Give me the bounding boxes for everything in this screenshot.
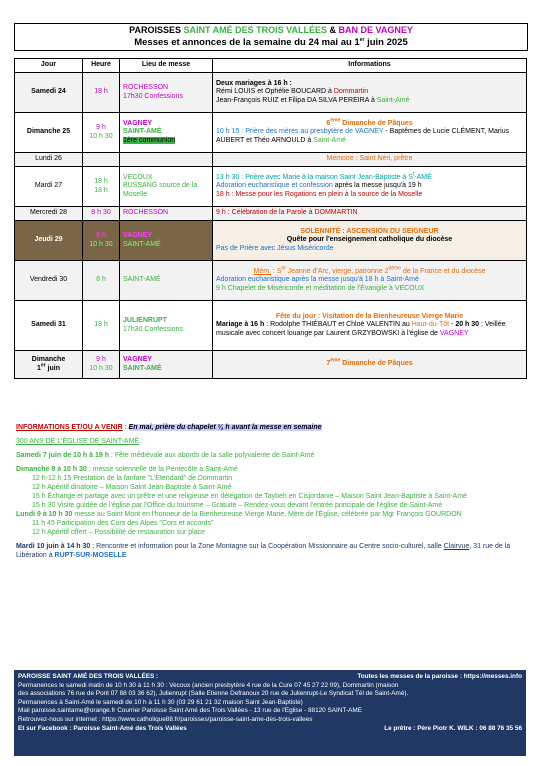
place-name: BUSSANG source de la Moselle: [123, 182, 198, 198]
place-cell: [120, 113, 213, 153]
footer-line: Permanences à Saint-Amé le samedi de 10 h à 11 h 30 (03 29 61 21 32 maison Saint Jean-Baptiste): [18, 698, 303, 706]
hour-cell: 18 h: [83, 73, 120, 113]
sup: t: [412, 171, 415, 178]
info-place: Haut-du-Tôt: [411, 321, 450, 329]
hour-value: 10 h 30: [89, 240, 113, 248]
title-parish-saint-ame: SAINT AMÉ DES TROIS VALLÉES: [183, 25, 327, 35]
info-line: [216, 265, 523, 277]
announcement-line: 11 h 45 Participation des Cors des Alpes "Cors et accords": [32, 520, 214, 527]
anniversary-heading: 300 ANS DE L'ÉGLISE DE SAINT-AMÉ: [16, 438, 140, 445]
header-lieu: Lieu de messe: [120, 59, 213, 73]
info-line: Adoration eucharistique et confession: [216, 182, 333, 190]
hour-cell: 8 h: [83, 261, 120, 301]
sunday-number: 7: [326, 360, 331, 368]
footer-parish-name: PAROISSE SAINT AMÉ DES TROIS VALLÉES :: [18, 673, 159, 680]
info-cell: [213, 261, 527, 301]
info-text: : S: [270, 267, 282, 275]
hour-cell: [83, 351, 120, 379]
title-line-1: [15, 24, 527, 36]
memorial-abbrev: Mém.: [253, 267, 271, 275]
title-parish-vagney: BAN DE VAGNEY: [338, 25, 413, 35]
info-cell: [213, 301, 527, 351]
place-name: JULIENRUPT: [123, 316, 167, 324]
table-row: [15, 221, 527, 261]
place-note: 17h30 Confessions: [123, 325, 183, 333]
info-heading: INFORMATIONS ET/OU A VENIR: [16, 424, 123, 431]
sup: ème: [330, 357, 341, 364]
header-heure: Heure: [83, 59, 120, 73]
table-row: [15, 207, 527, 221]
info-line: Fête du jour : Visitation de la Bienheureuse Vierge Marie: [275, 312, 464, 320]
place-cell: ROCHESSON: [120, 207, 213, 221]
info-line: 10 h 15 : Prière des mères au presbytère de VAGNEY: [216, 128, 384, 136]
day-cell: Samedi 24: [15, 73, 83, 113]
info-line: Mariage à 16 h: [216, 321, 265, 329]
day-cell: Mercredi 28: [15, 207, 83, 221]
title-ampersand: &: [327, 25, 339, 35]
place-name: VAGNEY: [123, 355, 153, 363]
info-cell: [213, 73, 527, 113]
announcement-date: Mardi 10 juin à 14 h 30: [16, 543, 91, 550]
hour-value: 18 h: [94, 186, 108, 194]
info-line: 9 h Chapelet de Miséricorde et méditation de l'Évangile à VECOUX: [216, 284, 425, 292]
announcement-text: messe au Saint Mont en l'honneur de la Bienheureuse Vierge Marie, Mère de l'Église, célébrée par Mgr François GOURDON: [72, 511, 462, 518]
footer-priest: Le prêtre : Père Piotr K. WILK : 06 88 76 35 56: [384, 724, 522, 732]
announcement-line: 15 h 30 Visite guidée de l'église par l'Office du tourisme – Gratuite – Rendez-vous devant l'entrée principale de l'église de Saint-Amé: [32, 502, 443, 509]
info-line: 18 h : Messe pour les Rogations en plein à la source de la Moselle: [216, 190, 423, 198]
footer-website-link[interactable]: Retrouvez-nous sur internet : https://www.catholique88.fr/paroisses/paroisse-saint-ame-des-trois-vallees: [18, 715, 313, 723]
info-line: : Veillée musicale avec concert louange par Laurent GRZYBOWSKI à l'église de: [216, 321, 506, 337]
parish-contact-footer: [14, 670, 526, 756]
info-heading-line: [16, 423, 524, 432]
announcement-place: RUPT-SUR-MOSELLE: [54, 552, 127, 559]
footer-contact-line[interactable]: Mail paroisse.saintame@orange.fr Courrier Paroisse Saint Amé des Trois Vallées - 13 rue de l'Église - 88120 SAINT-AMÉ: [18, 707, 362, 715]
info-text: de la France et du diocèse: [401, 267, 486, 275]
sup: ème: [330, 117, 341, 124]
announcements: [16, 423, 524, 560]
info-line: SOLENNITÉ : ASCENSION DU SEIGNEUR: [300, 227, 439, 235]
footer-row: [18, 725, 522, 734]
place-name: VAGNEY: [123, 231, 153, 239]
hour-cell: [83, 167, 120, 207]
announcement-line: [16, 451, 524, 460]
day-name: Dimanche: [31, 355, 66, 363]
title-week-end: juin 2025: [364, 37, 408, 48]
sunday-name: Dimanche de Pâques: [340, 119, 413, 127]
info-line: [216, 117, 523, 129]
info-cell: [213, 351, 527, 379]
info-line: Deux mariages à 16 h :: [216, 79, 292, 87]
place-cell: [120, 301, 213, 351]
announcement-line: 15 h Échange et partage avec un prêtre et une religieuse en délégation de Taybeh en Cisjordanie – Maison Saint Jean-Baptiste à Saint-Amé: [32, 493, 467, 500]
table-header-row: [15, 59, 527, 73]
announcement-line: 12 h Apéritif offert – Possibilité de restauration sur place: [32, 529, 206, 536]
info-place: VAGNEY: [439, 329, 469, 337]
announcement-date: Dimanche 8 à 10 h 30: [16, 466, 87, 473]
day-number: 1: [36, 364, 41, 372]
place-name: ROCHESSON: [123, 83, 169, 91]
table-row: [15, 351, 527, 379]
info-cell: 9 h : Célébration de la Parole à DOMMARTIN: [213, 207, 527, 221]
rosary-note: En mai, prière du chapelet ¼ h avant la messe en semaine: [128, 424, 322, 431]
hour-cell: [83, 153, 120, 167]
hour-value: 10 h 30: [89, 132, 113, 140]
info-cell: [213, 167, 527, 207]
info-line: Jean-François RUIZ et Filipa DA SILVA PEREIRA à: [216, 96, 377, 104]
info-line: -AMÉ: [414, 173, 432, 181]
day-cell: Vendredi 30: [15, 261, 83, 301]
hour-cell: [83, 221, 120, 261]
announcement-line: [16, 465, 524, 474]
info-place: Saint-Amé: [313, 136, 346, 144]
colon: :: [122, 424, 129, 431]
announcement-line: 12 h-12 h 15 Prestation de la fanfare "L'Étendard" de Dommartin: [32, 475, 233, 482]
announcement-text: : Fête médiévale aux abords de la salle polyvalente de Saint-Amé: [108, 452, 315, 459]
table-row: [15, 73, 527, 113]
place-cell: [120, 73, 213, 113]
place-name: VAGNEY: [123, 119, 153, 127]
sunday-name: Dimanche de Pâques: [340, 360, 413, 368]
day-cell: Jeudi 29: [15, 221, 83, 261]
announcement-date: Samedi 7 juin de 10 h à 19 h: [16, 452, 109, 459]
title-sup: er: [359, 36, 365, 43]
hour-value: 9 h: [96, 231, 106, 239]
announcement-text: : Rencontre et information pour la Zone Montagne sur la Coopération Missionnaire au Centre socio-culturel, salle: [90, 543, 444, 550]
announcement-line: [16, 542, 524, 560]
footer-facebook[interactable]: Et sur Facebook : Paroisse Saint-Amé des Trois Vallées: [18, 724, 187, 732]
mass-schedule-table: [14, 58, 527, 379]
footer-row: [18, 673, 522, 682]
header-informations: Informations: [213, 59, 527, 73]
day-cell: Dimanche 25: [15, 113, 83, 153]
info-cell: [213, 113, 527, 153]
table-row: [15, 301, 527, 351]
info-cell: [213, 221, 527, 261]
footer-line: des associations 76 rue de Pont 07 88 03 36 62), Julienrupt (Salle Etienne Defranoux 20 rue de Julienrupt-Le Syndicat Tél de Saint-Amé).: [18, 690, 409, 698]
place-cell: [120, 351, 213, 379]
info-line: 13 h 30 : Prière avec Marie à la maison Saint Jean-Baptiste à S: [216, 173, 413, 181]
announcement-line: [16, 510, 524, 519]
place-cell: [120, 153, 213, 167]
place-cell: [120, 167, 213, 207]
info-place: Saint-Amé: [376, 96, 410, 104]
sup: er: [40, 362, 46, 369]
sup: te: [281, 265, 286, 272]
announcement-text: , 31 rue de la Libération à: [16, 543, 511, 559]
info-line: après la messe jusqu'à 19 h: [332, 182, 422, 190]
place-cell: [120, 221, 213, 261]
hour-value: 10 h 30: [89, 364, 113, 372]
header-jour: Jour: [15, 59, 83, 73]
place-cell: SAINT-AMÉ: [120, 261, 213, 301]
sunday-number: 6: [326, 119, 331, 127]
announcement-text: Clairvue: [443, 543, 470, 550]
info-line: Pas de Prière avec Jésus Miséricorde: [216, 244, 334, 252]
title-parishes-word: PAROISSES: [129, 25, 184, 35]
footer-masses-link[interactable]: Toutes les messes de la paroisse : https://messes.info: [357, 673, 522, 680]
day-month: juin: [45, 364, 61, 372]
footer-line: Permanences le samedi matin de 10 h 30 à 11 h 30 : Vecoux (ancien presbytère 4 rue de la Cure 07 45 27 22 09), Dommartin (maison: [18, 681, 399, 689]
day-cell: [15, 351, 83, 379]
place-note: 17h30 Confessions: [123, 92, 183, 100]
place-name: VECOUX: [123, 173, 153, 181]
info-line: Rémi LOUIS et Ophélie BOUCARD à: [216, 88, 334, 96]
hour-value: 9 h: [96, 355, 106, 363]
bulletin-title: [14, 23, 528, 51]
sup: dème: [388, 265, 402, 272]
place-name: SAINT-AMÉ: [123, 240, 161, 248]
info-line: Quête pour l'enseignement catholique du diocèse: [286, 236, 453, 244]
announcement-line: 12 h Apéritif dinatoire – Maison Saint Jean-Baptiste à Saint-Amé: [32, 484, 232, 491]
info-text: Jeanne d'Arc, vierge, patronne 2: [285, 267, 389, 275]
info-place: Dommartin: [333, 88, 369, 96]
table-row: [15, 167, 527, 207]
hour-cell: 8 h 30: [83, 207, 120, 221]
info-line: - Baptêmes de Lucie CLÉMENT, Marius AUBERT et Théo ARNOULD à: [216, 128, 510, 144]
info-cell: Mémoire : Saint Néri, prêtre: [213, 153, 527, 167]
announcement-date: Lundi 9 à 10 h 30: [16, 511, 73, 518]
info-sep: -: [449, 321, 456, 329]
hour-value: 18 h: [94, 177, 108, 185]
info-line: Adoration eucharistique après la messe jusqu'à 18 h à Saint-Amé: [216, 276, 419, 284]
hour-cell: 18 h: [83, 301, 120, 351]
day-cell: Mardi 27: [15, 167, 83, 207]
place-name: SAINT-AMÉ: [123, 364, 162, 372]
table-row: [15, 261, 527, 301]
table-row: [15, 153, 527, 167]
place-name: SAINT-AMÉ: [123, 128, 162, 136]
title-week-text: Messes et annonces de la semaine du 24 mai au 1: [134, 37, 360, 48]
first-communion-badge: 1ère communion: [123, 136, 176, 144]
table-row: [15, 113, 527, 153]
day-cell: Samedi 31: [15, 301, 83, 351]
info-line: : Rodolphe THIÉBAUT et Chloé VALENTIN au: [264, 321, 412, 329]
title-line-2: [15, 36, 527, 49]
hour-cell: [83, 113, 120, 153]
announcement-text: : messe solennelle de la Pentecôte à Saint-Amé: [86, 466, 238, 473]
day-cell: Lundi 26: [15, 153, 83, 167]
hour-value: 9 h: [96, 123, 106, 131]
info-time: 20 h 30: [455, 321, 480, 329]
anniversary-heading-line: [16, 437, 524, 446]
colon: :: [139, 438, 143, 445]
